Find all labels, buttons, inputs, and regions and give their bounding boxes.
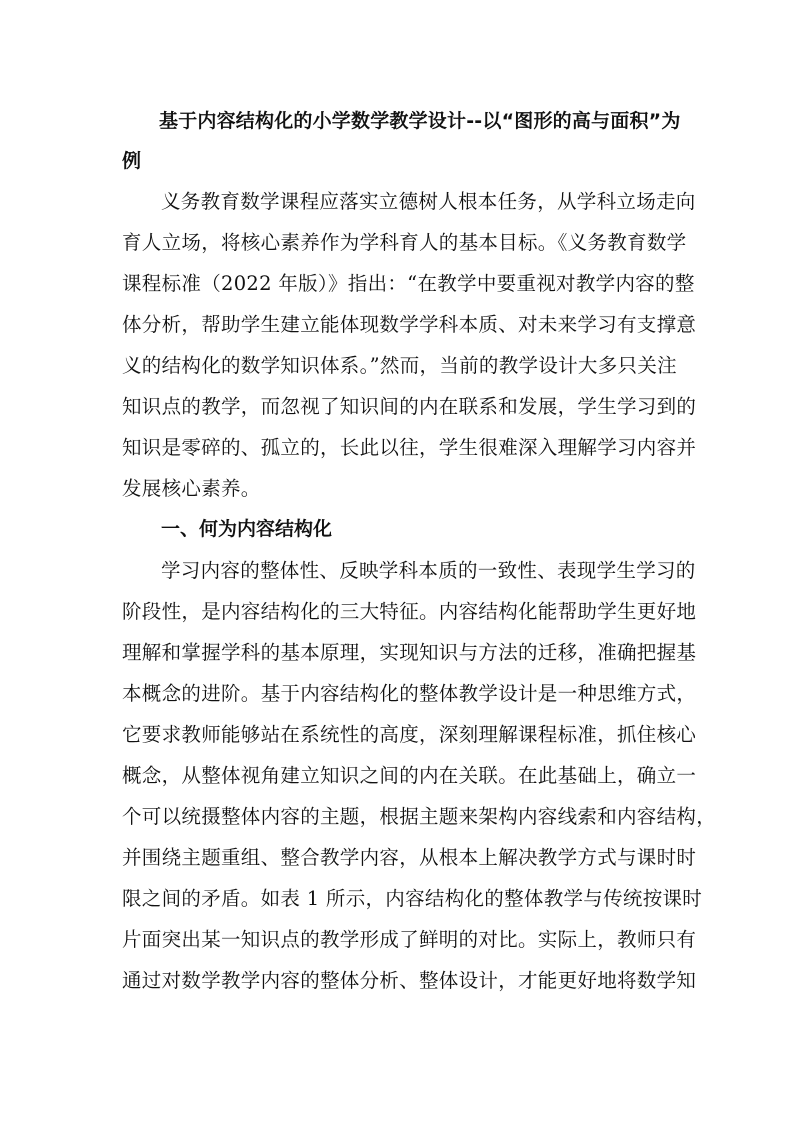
paragraph-line: 知识是零碎的、孤立的，长此以往，学生很难深入理解学习内容并 [122, 436, 697, 459]
paragraph-line: 义的结构化的数学知识体系。”然而，当前的教学设计大多只关注 [122, 354, 677, 377]
paragraph-line: 知识点的教学，而忽视了知识间的内在联系和发展，学生学习到的 [122, 395, 697, 418]
title-line: 例 [122, 150, 142, 172]
paragraph-line: 体分析，帮助学生建立能体现数学学科本质、对未来学习有支撑意 [122, 313, 697, 336]
section-heading: 一、何为内容结构化 [161, 518, 333, 540]
document-body [122, 101, 717, 1001]
title-line: 基于内容结构化的小学数学教学设计--以“图形的高与面积”为 [159, 110, 681, 132]
paragraph-line: 义务教育数学课程应落实立德树人根本任务，从学科立场走向 [161, 190, 696, 213]
paragraph-line: 发展核心素养。 [122, 477, 261, 500]
paragraph-line: 理解和掌握学科的基本原理，实现知识与方法的迁移，准确把握基 [122, 641, 697, 664]
paragraph-line: 并围绕主题重组、整合教学内容，从根本上解决教学方式与课时时 [122, 846, 697, 869]
paragraph-line: 它要求教师能够站在系统性的高度，深刻理解课程标准，抓住核心 [122, 723, 697, 746]
paragraph-line: 课程标准（2022 年版）》指出：“在教学中要重视对教学内容的整 [122, 272, 695, 295]
paragraph-line: 限之间的矛盾。如表 1 所示，内容结构化的整体教学与传统按课时 [122, 887, 703, 910]
paragraph-line: 通过对数学教学内容的整体分析、整体设计，才能更好地将数学知 [122, 969, 697, 992]
paragraph-line: 阶段性，是内容结构化的三大特征。内容结构化能帮助学生更好地 [122, 600, 697, 623]
paragraph-line: 概念，从整体视角建立知识之间的内在关联。在此基础上，确立一 [122, 764, 697, 787]
paragraph-line: 个可以统摄整体内容的主题，根据主题来架构内容线索和内容结构， [122, 805, 717, 828]
paragraph-line: 育人立场，将核心素养作为学科育人的基本目标。《义务教育数学 [122, 231, 687, 254]
paragraph-line: 本概念的进阶。基于内容结构化的整体教学设计是一种思维方式， [122, 682, 697, 705]
intro-paragraph [122, 181, 697, 509]
section1-paragraph [122, 550, 717, 1001]
document-title [122, 101, 687, 181]
paragraph-line: 片面突出某一知识点的教学形成了鲜明的对比。实际上，教师只有 [122, 928, 697, 951]
paragraph-line: 学习内容的整体性、反映学科本质的一致性、表现学生学习的 [161, 559, 696, 582]
